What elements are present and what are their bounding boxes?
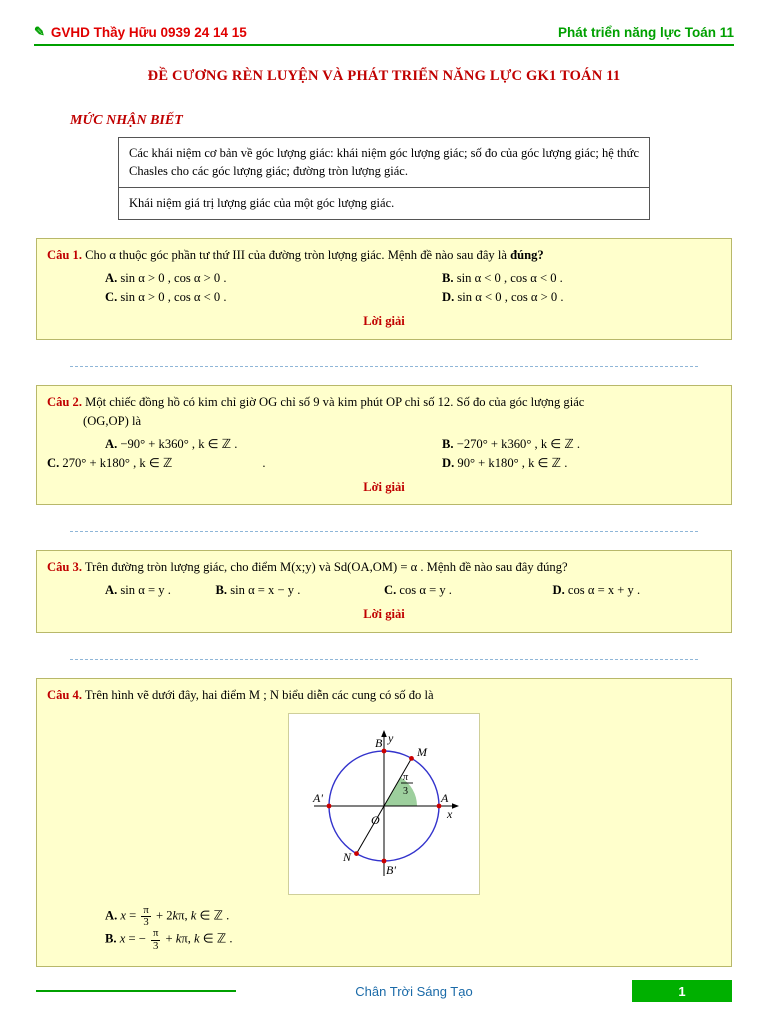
answer-key: D. — [442, 455, 455, 470]
question-3-answers — [47, 581, 721, 600]
label-y-axis: y — [388, 730, 394, 745]
answer-value: 90° + k180° , k ∈ ℤ . — [457, 455, 568, 470]
question-1-answers — [47, 269, 721, 307]
question-3-stem — [47, 558, 721, 577]
divider — [70, 366, 698, 367]
answer-key: A. — [105, 908, 118, 923]
answer-key: A. — [105, 436, 118, 451]
answer-option[interactable] — [47, 288, 384, 307]
label-N: N — [343, 849, 352, 864]
angle-sector — [384, 777, 417, 806]
answer-option[interactable] — [47, 435, 384, 454]
question-3-label: Câu 3. — [47, 560, 82, 575]
question-block-3 — [36, 550, 732, 633]
fraction-pi-over-3: $\frac{\pi}{3}$ — [143, 903, 149, 929]
answer-option[interactable] — [47, 581, 216, 600]
answer-key: D. — [552, 583, 565, 598]
trig-circle-svg — [289, 714, 479, 894]
question-4-label: Câu 4. — [47, 688, 82, 703]
answer-value: sin α > 0 , cos α < 0 . — [120, 290, 227, 305]
answer-value: 270° + k180° , k ∈ ℤ — [62, 455, 173, 470]
answer-option[interactable] — [384, 454, 721, 473]
answer-key: B. — [442, 271, 454, 286]
question-4-text: Trên hình vẽ dưới đây, hai điểm M ; N biểu diễn các cung có số đo là — [84, 688, 434, 703]
answer-value: sin α = y . — [120, 583, 171, 598]
label-B-prime: B' — [386, 862, 396, 877]
question-4-answers — [47, 905, 721, 952]
question-block-1 — [36, 238, 732, 340]
answer-key: B. — [442, 436, 454, 451]
question-1-text-part: Cho α thuộc góc phần tư thứ III của đường tròn lượng giác. Mệnh đề nào sau đây là — [85, 248, 511, 263]
point-M-marker — [409, 756, 414, 761]
answer-option[interactable] — [384, 269, 721, 288]
answer-value: sin α < 0 , cos α > 0 . — [457, 290, 564, 305]
divider — [70, 659, 698, 660]
x-axis-arrow — [452, 803, 459, 809]
divider — [70, 531, 698, 532]
answer-option[interactable] — [384, 435, 721, 454]
question-1-stem — [47, 246, 721, 265]
answer-key: A. — [105, 271, 118, 286]
answer-value: sin α = x − y . — [230, 583, 301, 598]
question-1-text-bold: đúng? — [510, 248, 544, 263]
question-1-text — [85, 248, 544, 262]
fraction-pi-over-3: $\frac{\pi}{3}$ — [152, 927, 159, 952]
answer-option[interactable] — [216, 581, 385, 600]
answer-value: sin α > 0 , cos α > 0 . — [120, 271, 227, 286]
header-left — [34, 24, 247, 40]
concept-box — [118, 137, 650, 220]
solution-label: Lời giải — [363, 314, 405, 329]
angle-denominator: 3 — [403, 785, 408, 797]
label-M: M — [417, 744, 427, 759]
question-2-text: Một chiếc đồng hồ có kim chỉ giờ OG chỉ số 9 và kim phút OP chỉ số 12. Số đo của góc lượng giác — [85, 394, 585, 409]
answer-key: D. — [442, 290, 455, 305]
question-2-stem — [47, 393, 721, 412]
question-2-text-line2: (OG,OP) là — [83, 413, 142, 428]
answer-option[interactable] — [384, 288, 721, 307]
question-block-4 — [36, 678, 732, 967]
page-footer — [0, 980, 768, 1002]
answer-value: −90° + k360° , k ∈ ℤ . — [120, 436, 238, 451]
question-3-text: Trên đường tròn lượng giác, cho điểm M(x;y) và Sd(OA,OM) = α . Mệnh đề nào sau đây đúng? — [84, 560, 568, 575]
question-block-2 — [36, 385, 732, 505]
page-header — [34, 24, 734, 46]
answer-option[interactable] — [553, 581, 722, 600]
answer-key: B. — [105, 932, 117, 947]
answer-option[interactable] — [47, 269, 384, 288]
solution-label: Lời giải — [363, 607, 405, 622]
footer-rule — [36, 990, 236, 992]
point-N-marker — [354, 851, 359, 856]
point-A-prime-marker — [327, 804, 332, 809]
page-title: ĐỀ CƯƠNG RÈN LUYỆN VÀ PHÁT TRIỂN NĂNG LỰC GK1 TOÁN 11 — [147, 68, 621, 84]
answer-key: A. — [105, 583, 118, 598]
answer-option[interactable]: C. 270° + k180° , k ∈ ℤ . — [47, 455, 266, 470]
question-2-answers — [47, 435, 721, 473]
answer-option[interactable] — [384, 581, 553, 600]
footer-center-text: Chân Trời Sáng Tạo — [355, 983, 473, 999]
label-x-axis: x — [447, 806, 453, 821]
concept-row: Khái niệm giá trị lượng giác của một góc lượng giác. — [119, 187, 649, 219]
page-number-badge: 1 — [632, 980, 732, 1002]
answer-value: sin α < 0 , cos α < 0 . — [456, 271, 563, 286]
answer-value: cos α = x + y . — [567, 583, 641, 598]
question-2-label: Câu 2. — [47, 394, 82, 409]
question-4-stem — [47, 686, 721, 705]
question-1-label: Câu 1. — [47, 248, 82, 263]
figure-wrapper — [47, 713, 721, 895]
label-O: O — [371, 812, 380, 827]
label-A-prime: A' — [313, 790, 323, 805]
header-teacher-info: GVHD Thầy Hữu 0939 24 14 15 — [50, 24, 247, 40]
label-A: A — [441, 790, 449, 805]
label-B: B — [375, 735, 383, 750]
answer-value: cos α = y . — [399, 583, 452, 598]
angle-numerator: π — [403, 771, 409, 783]
answer-value: −270° + k360° , k ∈ ℤ . — [456, 436, 581, 451]
section-title: MỨC NHẬN BIẾT — [70, 113, 183, 128]
concept-row: Các khái niệm cơ bản về góc lượng giác: khái niệm góc lượng giác; số đo của góc lượng giác; hệ thức Chasles cho các góc lượng giác; đường tròn lượng giác. — [129, 146, 639, 179]
answer-key: C. — [105, 290, 118, 305]
answer-key: C. — [384, 583, 397, 598]
answer-key: B. — [215, 583, 228, 598]
trig-circle-figure — [288, 713, 480, 895]
answer-option[interactable]: A. x = $\frac{\pi}{3}$ + 2kπ, k ∈ ℤ . — [105, 903, 230, 929]
answer-key: C. — [47, 455, 60, 470]
pen-icon: ✎ — [34, 24, 45, 39]
answer-option[interactable]: B. x = − $\frac{\pi}{3}$ + kπ, k ∈ ℤ . — [105, 927, 233, 952]
solution-label: Lời giải — [363, 479, 405, 494]
header-subject: Phát triển năng lực Toán 11 — [557, 24, 734, 40]
